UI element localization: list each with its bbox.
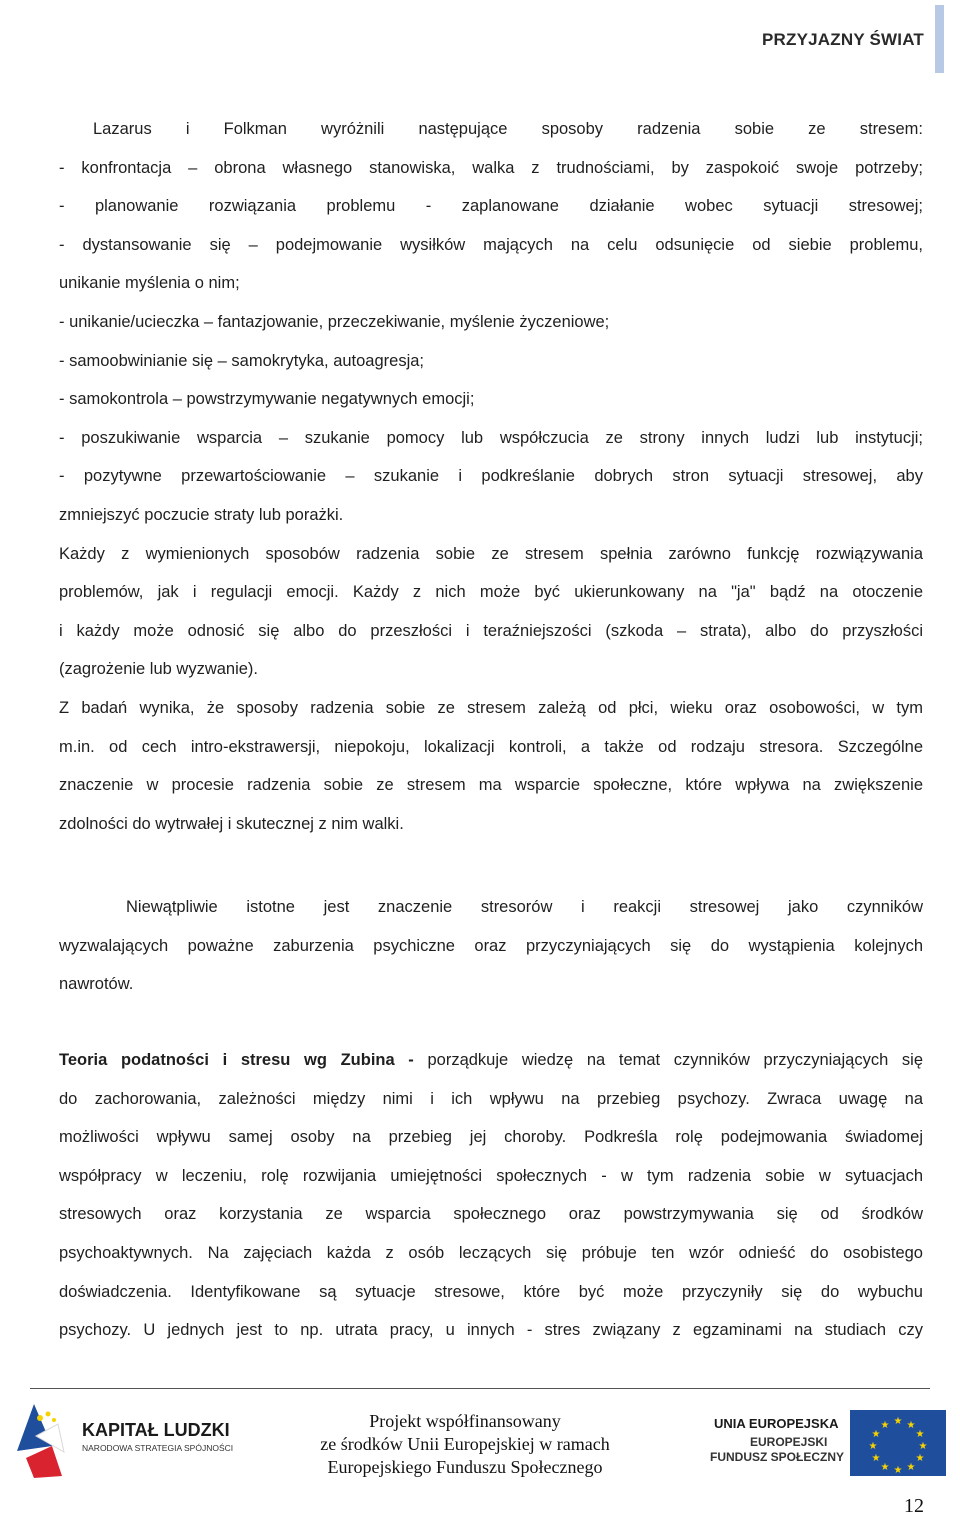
cofinancing-line: ze środków Unii Europejskiej w ramach [320, 1434, 610, 1454]
list-item: - dystansowanie się – podejmowanie wysiłków mających na celu odsunięcie od siebie problemu, [59, 235, 923, 254]
page-number: 12 [904, 1495, 924, 1517]
list-item: - samokontrola – powstrzymywanie negatywnych emocji; [59, 390, 475, 409]
paragraph-line: Z badań wynika, że sposoby radzenia sobie ze stresem zależą od płci, wieku oraz osobowości, w tym [59, 698, 923, 717]
eu-flag-icon [850, 1410, 946, 1476]
cofinancing-line: Projekt współfinansowany [369, 1411, 561, 1431]
paragraph-line: problemów, jak i regulacji emocji. Każdy z nich może być ukierunkowany na "ja" bądź na otoczenie [59, 583, 923, 602]
paragraph-line: m.in. od cech intro-ekstrawersji, niepokoju, lokalizacji kontroli, a także od rodzaju stresora. Szczególne [59, 737, 923, 756]
svg-text:★: ★ [915, 1429, 925, 1440]
svg-text:★: ★ [906, 1420, 916, 1431]
svg-text:★: ★ [880, 1420, 890, 1431]
svg-text:★: ★ [893, 1465, 903, 1476]
kapital-ludzki-emblem-icon [12, 1396, 252, 1486]
paragraph-text: porządkuje wiedzę na temat czynników przyczyniających się [413, 1051, 923, 1069]
svg-text:★: ★ [871, 1429, 881, 1440]
footer-divider [30, 1388, 930, 1389]
svg-text:★: ★ [915, 1453, 925, 1464]
paragraph-line: Niewątpliwie istotne jest znaczenie stresorów i reakcji stresowej jako czynników [126, 898, 923, 916]
svg-text:★: ★ [918, 1441, 928, 1452]
list-item: - konfrontacja – obrona własnego stanowiska, walka z trudnościami, by zaspokoić swoje potrzeby; [59, 158, 923, 177]
paragraph-line: do zachorowania, zależności między nimi i ich wpływu na przebieg psychozy. Zwraca uwagę na [59, 1089, 923, 1108]
list-item-continuation: zmniejszyć poczucie straty lub porażki. [59, 505, 344, 524]
paragraph-line: doświadczenia. Identyfikowane są sytuacje stresowe, które być może przyczyniły się do wybuchu [59, 1282, 923, 1301]
cofinancing-note [300, 1410, 630, 1479]
paragraph-line: i każdy może odnosić się albo do przeszłości i teraźniejszości (szkoda – strata), albo do przyszłości [59, 621, 923, 640]
list-item: - samoobwinianie się – samokrytyka, autoagresja; [59, 351, 425, 370]
svg-text:★: ★ [906, 1462, 916, 1473]
paragraph-line: współpracy w leczeniu, rolę rozwijania umiejętności społecznych - w tym radzenia sobie w sytuacjach [59, 1166, 923, 1185]
stress-coping-section [59, 110, 923, 843]
eu-logo-line3: FUNDUSZ SPOŁECZNY [710, 1450, 845, 1464]
paragraph-line [59, 1041, 923, 1080]
svg-text:★: ★ [893, 1416, 903, 1427]
list-item: - planowanie rozwiązania problemu - zaplanowane działanie wobec sytuacji stresowej; [59, 197, 923, 216]
list-item: - poszukiwanie wsparcia – szukanie pomocy lub współczucia ze strony innych ludzi lub instytucji; [59, 428, 923, 447]
paragraph-line: wyzwalających poważne zaburzenia psychiczne oraz przyczyniających się do wystąpienia kolejnych [59, 936, 923, 955]
eu-fund-logo [706, 1404, 948, 1484]
svg-text:★: ★ [880, 1462, 890, 1473]
eu-logo-line2: EUROPEJSKI [750, 1435, 828, 1449]
paragraph-line: Każdy z wymienionych sposobów radzenia sobie ze stresem spełnia zarówno funkcję rozwiązywania [59, 544, 923, 563]
theory-heading: Teoria podatności i stresu wg Zubina - [59, 1051, 414, 1069]
paragraph-line: zdolności do wytrwałej i skutecznej z nim walki. [59, 814, 404, 833]
stressors-paragraph [59, 888, 923, 1004]
paragraph-line: (zagrożenie lub wyzwanie). [59, 660, 259, 679]
paragraph-line: możliwości wpływu samej osoby na przebieg jej choroby. Podkreśla rolę podejmowania świadomej [59, 1128, 923, 1147]
eu-logo-line1: UNIA EUROPEJSKA [714, 1416, 839, 1431]
list-item: - unikanie/ucieczka – fantazjowanie, przeczekiwanie, myślenie życzeniowe; [59, 312, 610, 331]
paragraph-line: stresowych oraz korzystania ze wsparcia społecznego oraz powstrzymywania się od środków [59, 1205, 923, 1224]
paragraph-line: nawrotów. [59, 975, 134, 994]
paragraph-line: znaczenie w procesie radzenia sobie ze stresem ma wsparcie społeczne, które wpływa na zwiększenie [59, 776, 923, 795]
logo-title: KAPITAŁ LUDZKI [82, 1420, 230, 1440]
list-item-continuation: unikanie myślenia o nim; [59, 274, 240, 293]
list-item: - pozytywne przewartościowanie – szukanie i podkreślanie dobrych stron sytuacji stresowej, aby [59, 467, 923, 486]
cofinancing-line: Europejskiego Funduszu Społecznego [327, 1457, 603, 1477]
logo-subtitle: NARODOWA STRATEGIA SPÓJNOŚCI [82, 1443, 234, 1453]
zubin-theory-section [59, 1041, 923, 1350]
paragraph-line: psychozy. U jednych jest to np. utrata pracy, u innych - stres związany z egzaminami na studiach czy [59, 1321, 923, 1340]
paragraph-line: Lazarus i Folkman wyróżnili następujące sposoby radzenia sobie ze stresem: [93, 120, 923, 138]
paragraph-line: psychoaktywnych. Na zajęciach każda z osób leczących się próbuje ten wzór odnieść do osobistego [59, 1243, 923, 1262]
kapital-ludzki-logo [12, 1396, 252, 1486]
svg-text:★: ★ [868, 1441, 878, 1452]
svg-text:★: ★ [871, 1453, 881, 1464]
header-accent-bar [935, 5, 944, 73]
header-title: PRZYJAZNY ŚWIAT [762, 30, 924, 49]
